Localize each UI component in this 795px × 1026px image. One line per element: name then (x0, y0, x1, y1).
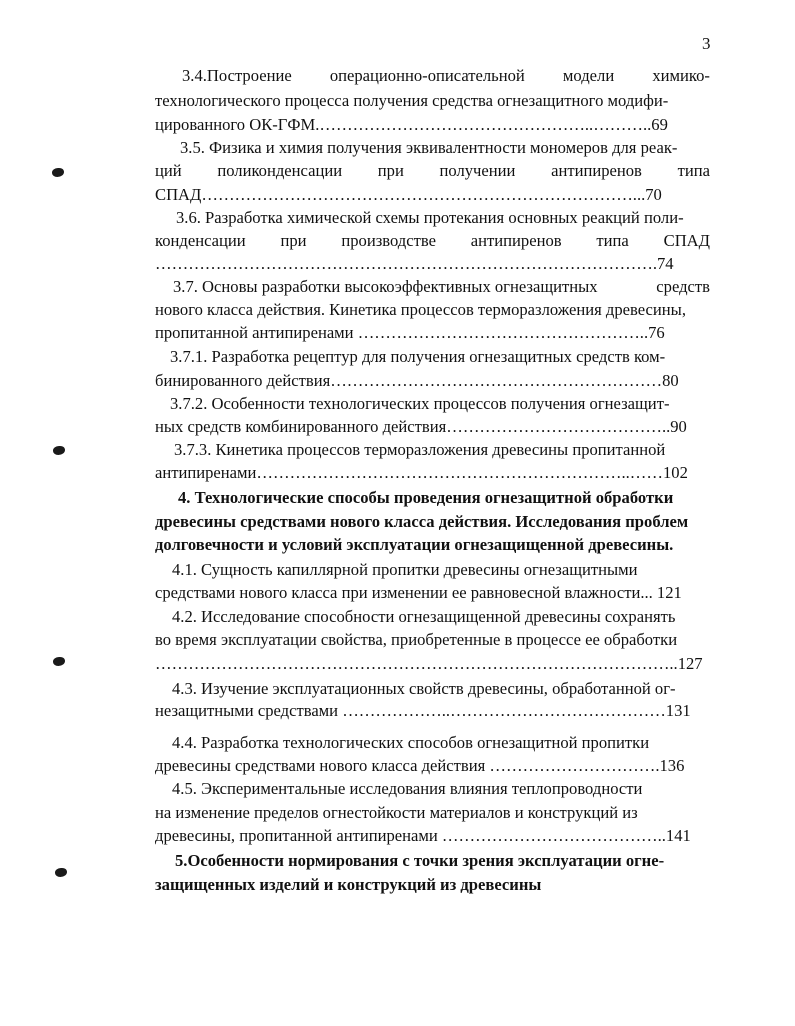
toc-entry-3-4-line-2: технологического процесса получения средства огнезащитного модифи- (155, 91, 669, 110)
toc-entry-4-5-line-2: на изменение пределов огнестойкости материалов и конструкций из (155, 803, 638, 822)
toc-entry-3-5-line-3: СПАД……………………………………………………………………...70 (155, 185, 662, 204)
toc-entry-4-2-line-3: …………………………………………………………………………………..127 (155, 654, 703, 673)
toc-entry-3-6-line-1: 3.6. Разработка химической схемы протекания основных реакций поли- (176, 208, 684, 227)
toc-entry-4-3-line-1: 4.3. Изучение эксплуатационных свойств древесины, обработанной ог- (172, 679, 676, 698)
toc-entry-3-7-line-1: 3.7. Основы разработки высокоэффективных огнезащитных средств (173, 277, 710, 296)
toc-entry-4-4-line-1: 4.4. Разработка технологических способов огнезащитной пропитки (172, 733, 650, 752)
toc-entry-4-1-line-2: средствами нового класса при изменении ее равновесной влажности... 121 (155, 583, 682, 602)
toc-entry-4-3-line-2: незащитными средствами ………………..…………………………………131 (155, 701, 691, 720)
toc-chapter-4-line-2: древесины средствами нового класса действия. Исследования проблем (155, 512, 689, 531)
page-number: 3 (702, 34, 711, 53)
toc-entry-3-7-1-line-1: 3.7.1. Разработка рецептур для получения огнезащитных средств ком- (170, 347, 666, 366)
toc-entry-3-7-line-3: пропитанной антипиренами ……………………………………………..76 (155, 323, 665, 342)
toc-entry-3-4-line-1: 3.4.Построение операционно-описательной модели химико- (182, 66, 710, 85)
toc-entry-3-6-line-2: конденсации при производстве антипиренов типа СПАД (155, 231, 710, 250)
toc-entry-3-7-3-line-1: 3.7.3. Кинетика процессов терморазложения древесины пропитанной (174, 440, 666, 459)
toc-entry-4-5-line-1: 4.5. Экспериментальные исследования влияния теплопроводности (172, 779, 643, 798)
toc-entry-3-7-2-line-2: ных средств комбинированного действия…………………………………..90 (155, 417, 687, 436)
toc-chapter-5-line-2: защищенных изделий и конструкций из древесины (155, 875, 542, 894)
toc-entry-3-7-1-line-2: бинированного действия……………………………………………………80 (155, 371, 679, 390)
toc-entry-4-5-line-3: древесины, пропитанной антипиренами …………………………………..141 (155, 826, 691, 845)
toc-entry-3-4-line-3: цированного ОК-ГФМ.…………………………………………..………..69 (155, 115, 668, 134)
toc-entry-4-1-line-1: 4.1. Сущность капиллярной пропитки древесины огнезащитными (172, 560, 638, 579)
toc-chapter-5-line-1: 5.Особенности нормирования с точки зрения эксплуатации огне- (175, 851, 665, 870)
toc-entry-3-5-line-2: ций поликонденсации при получении антипиренов типа (155, 161, 710, 180)
toc-chapter-4-line-3: долговечности и условий эксплуатации огнезащищенной древесины. (155, 535, 674, 554)
toc-entry-4-2-line-1: 4.2. Исследование способности огнезащищенной древесины сохранять (172, 607, 676, 626)
toc-chapter-4-line-1: 4. Технологические способы проведения огнезащитной обработки (178, 488, 674, 507)
toc-entry-4-4-line-2: древесины средствами нового класса действия ………………………….136 (155, 756, 685, 775)
toc-entry-4-2-line-2: во время эксплуатации свойства, приобретенные в процессе ее обработки (155, 630, 678, 649)
toc-entry-3-7-line-2: нового класса действия. Кинетика процессов терморазложения древесины, (155, 300, 686, 319)
toc-entry-3-7-3-line-2: антипиренами…………………………………………………………..……102 (155, 463, 688, 482)
toc-entry-3-6-line-3: ……………………………………………………………………………….74 (155, 254, 674, 273)
toc-entry-3-5-line-1: 3.5. Физика и химия получения эквивалентности мономеров для реак- (180, 138, 678, 157)
toc-entry-3-7-2-line-1: 3.7.2. Особенности технологических процессов получения огнезащит- (170, 394, 670, 413)
